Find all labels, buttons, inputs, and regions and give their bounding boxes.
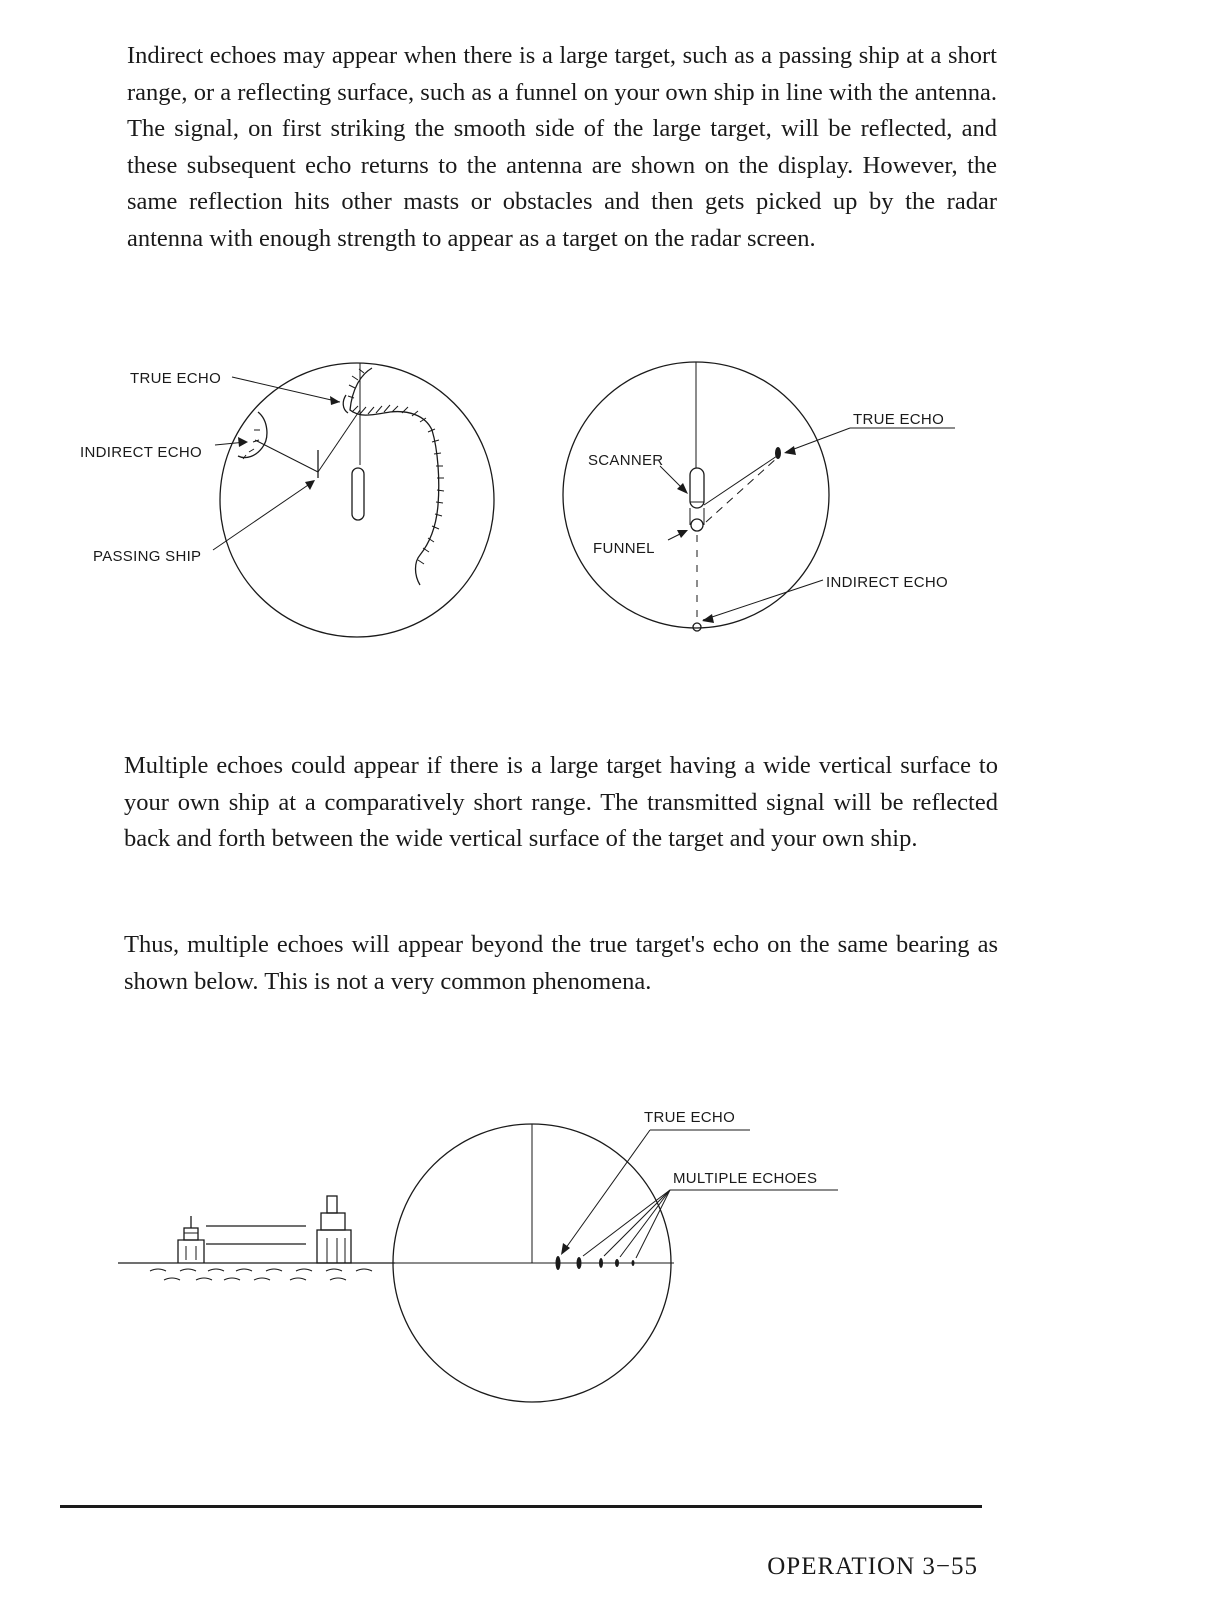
figure-multiple-echoes <box>0 1080 1226 1420</box>
reflection-path-1 <box>318 410 360 472</box>
reflection-path-2 <box>255 440 318 472</box>
label-indirect-echo: INDIRECT ECHO <box>826 574 948 591</box>
leader-true-echo <box>232 377 340 402</box>
radar-display-right <box>563 362 955 631</box>
leader-indirect-echo <box>703 580 823 620</box>
target-ship-illustration <box>317 1196 351 1263</box>
coastline-hatching <box>352 405 444 564</box>
reflection-path-dashed <box>706 458 777 522</box>
arrowhead <box>677 530 688 538</box>
paragraph-multiple-echoes: Multiple echoes could appear if there is a large target having a wide vertical surface to your own ship at a comparatively short range. The transmitted signal will be reflected back and forth between the wide vertical surface of the target and your own ship. <box>124 752 998 852</box>
true-echo-blip <box>775 447 781 459</box>
leader-multiple-echo <box>620 1190 670 1257</box>
multiple-echo-blip <box>615 1259 619 1267</box>
funnel-marker <box>691 519 703 531</box>
label-true-echo: TRUE ECHO <box>853 411 945 428</box>
coastline <box>350 368 439 585</box>
water-waves <box>150 1269 372 1280</box>
radar-screen-circle <box>220 363 494 637</box>
label-multiple-echoes: MULTIPLE ECHOES <box>673 1170 818 1187</box>
reflection-path-solid <box>704 456 777 505</box>
indirect-echo-hatching <box>243 430 260 459</box>
own-ship-marker <box>352 468 364 520</box>
leader-multiple-echo <box>604 1190 670 1256</box>
indirect-echo-shape <box>238 412 267 458</box>
arrowhead <box>784 446 796 455</box>
multiple-echo-blip <box>577 1257 582 1269</box>
multiple-echo-blip <box>599 1258 603 1268</box>
figure-indirect-echoes <box>0 0 1226 700</box>
multiple-echo-blip <box>632 1260 635 1266</box>
arrowhead <box>238 437 248 447</box>
page-footer-label: OPERATION 3−55 <box>767 1553 978 1580</box>
label-scanner: SCANNER <box>588 452 664 469</box>
arrowhead <box>702 614 714 623</box>
arrowhead <box>305 480 315 490</box>
paragraph-indirect-echoes: Indirect echoes may appear when there is a large target, such as a passing ship at a short range, or a reflecting surface, such as a funnel on your own ship in line with the antenna. The signal, on first striking the smooth side of the large target, will be reflected, and these subsequent echo returns to the antenna are shown on the display. However, the same reflection hits other masts or obstacles and then gets picked up by the radar antenna with enough strength to appear as a target on the radar screen. <box>127 42 997 252</box>
leader-passing-ship <box>213 481 314 550</box>
radar-display-left <box>80 363 494 637</box>
leader-multiple-echo <box>583 1190 670 1256</box>
indirect-echo-blip <box>693 623 701 631</box>
label-true-echo: TRUE ECHO <box>644 1109 736 1126</box>
label-indirect-echo: INDIRECT ECHO <box>80 444 202 461</box>
own-ship-illustration <box>178 1216 204 1263</box>
true-echo-blip <box>556 1256 561 1270</box>
leader-true-echo <box>786 428 850 452</box>
footer-rule <box>60 1505 982 1508</box>
label-true-echo: TRUE ECHO <box>130 370 222 387</box>
paragraph-multiple-echoes-bearing: Thus, multiple echoes will appear beyond the true target's echo on the same bearing as shown below. This is not a very common phenomena. <box>124 931 998 995</box>
arrowhead <box>330 396 340 405</box>
label-passing-ship: PASSING SHIP <box>93 548 202 565</box>
coastline-hatching-top <box>348 369 364 398</box>
label-funnel: FUNNEL <box>593 540 655 557</box>
true-echo-blip <box>343 395 348 413</box>
